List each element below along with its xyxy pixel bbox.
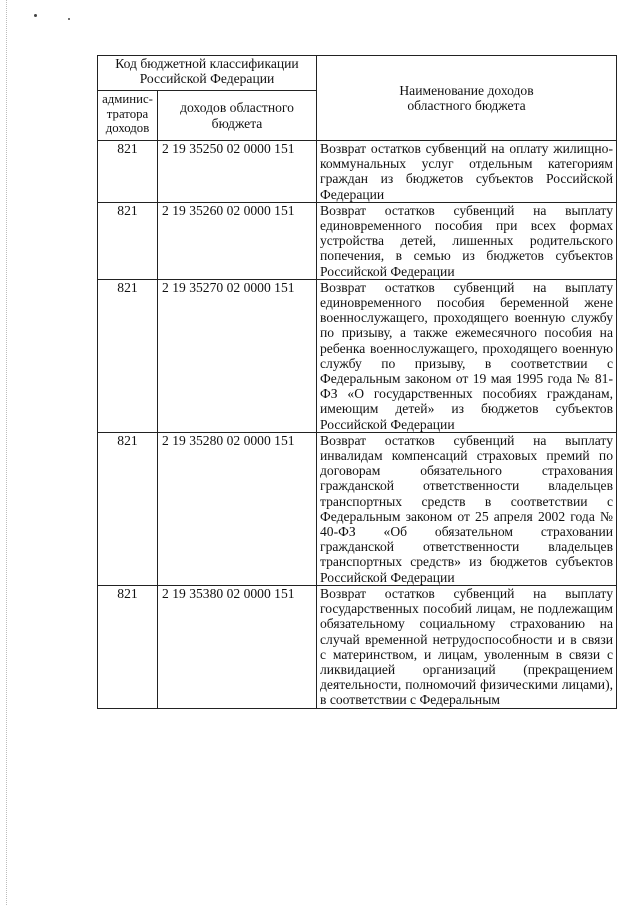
scan-left-edge: [6, 0, 8, 905]
header-name: Наименование доходов областного бюджета: [317, 56, 617, 141]
income-code: 2 19 35280 02 0000 151: [158, 432, 317, 585]
admin-code: 821: [98, 202, 158, 279]
scan-speck: [68, 18, 70, 20]
table-row: [98, 432, 617, 585]
header-admin: админис-тратора доходов: [98, 91, 158, 141]
admin-code: 821: [98, 279, 158, 432]
header-income: доходов областного бюджета: [158, 91, 317, 141]
income-code: 2 19 35260 02 0000 151: [158, 202, 317, 279]
table-row: [98, 585, 617, 708]
table-row: [98, 202, 617, 279]
income-description: Возврат остатков субвенций на выплату государственных пособий лицам, не подлежащим обязательному социальному страхованию на случай временной нетрудоспособности и в связи с материнством, и лицам, уволенным в связи с ликвидацией организаций (прекращением деятельности, полномочий физическими лицами), в соответствии с Федеральным: [317, 585, 617, 708]
scan-speck: [34, 14, 37, 17]
admin-code: 821: [98, 432, 158, 585]
income-code: 2 19 35380 02 0000 151: [158, 585, 317, 708]
table-header-row: [98, 56, 617, 91]
income-description: Возврат остатков субвенций на выплату инвалидам компенсаций страховых премий по договорам обязательного страхования гражданской ответственности владельцев транспортных средств в соответствии с Федеральным законом от 25 апреля 2002 года № 40-ФЗ «Об обязательном страховании гражданской ответственности владельцев транспортных средств» из бюджетов субъектов Российской Федерации: [317, 432, 617, 585]
income-description: Возврат остатков субвенций на выплату единовременного пособия беременной жене военнослужащего, проходящего военную службу по призыву, а также ежемесячного пособия на ребенка военнослужащего, проходящего военную службу по призыву, в соответствии с Федеральным законом от 19 мая 1995 года № 81-ФЗ «О государственных пособиях гражданам, имеющим детей» из бюджетов субъектов Российской Федерации: [317, 279, 617, 432]
income-description: Возврат остатков субвенций на выплату единовременного пособия при всех формах устройства детей, лишенных родительского попечения, в семью из бюджетов субъектов Российской Федерации: [317, 202, 617, 279]
income-code: 2 19 35250 02 0000 151: [158, 141, 317, 203]
income-description: Возврат остатков субвенций на оплату жилищно-коммунальных услуг отдельным категориям граждан из бюджетов субъектов Российской Федерации: [317, 141, 617, 203]
table-row: [98, 279, 617, 432]
budget-classification-table: [97, 55, 617, 709]
admin-code: 821: [98, 585, 158, 708]
income-code: 2 19 35270 02 0000 151: [158, 279, 317, 432]
admin-code: 821: [98, 141, 158, 203]
table-row: [98, 141, 617, 203]
header-code-group: Код бюджетной классификации Российской Федерации: [98, 56, 317, 91]
